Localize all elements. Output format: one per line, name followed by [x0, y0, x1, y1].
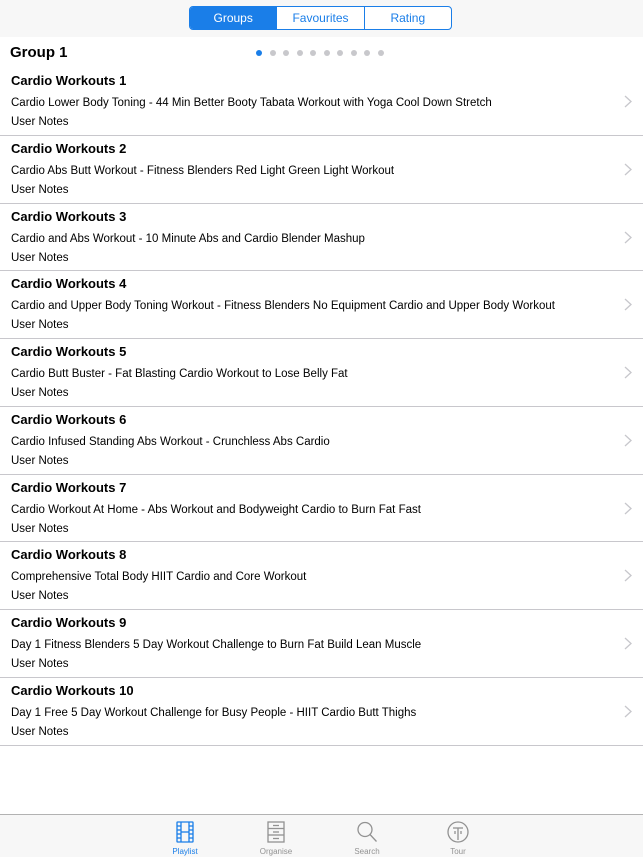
- segment-favourites[interactable]: Favourites: [276, 7, 363, 29]
- view-segmented-control: [189, 6, 452, 30]
- tab-tour[interactable]: [413, 815, 504, 857]
- chevron-right-icon: [624, 502, 632, 515]
- item-subtitle: Day 1 Fitness Blenders 5 Day Workout Challenge to Burn Fat Build Lean Muscle: [11, 639, 422, 651]
- chevron-right-icon: [624, 298, 632, 311]
- list-item[interactable]: [0, 204, 643, 272]
- item-title: Cardio Workouts 6: [11, 411, 127, 427]
- item-notes: User Notes: [11, 319, 69, 332]
- list-item[interactable]: [0, 542, 643, 610]
- item-title: Cardio Workouts 1: [11, 73, 127, 88]
- workout-list: [0, 68, 643, 746]
- item-subtitle: Comprehensive Total Body HIIT Cardio and Core Workout: [11, 571, 307, 584]
- tab-label: Organise: [259, 847, 293, 856]
- item-subtitle: Day 1 Free 5 Day Workout Challenge for Busy People - HIIT Cardio Butt Thighs: [11, 706, 417, 719]
- tab-organise[interactable]: [231, 815, 322, 857]
- item-notes: User Notes: [11, 522, 69, 535]
- item-subtitle: Cardio Infused Standing Abs Workout - Crunchless Abs Cardio: [11, 435, 330, 448]
- list-item[interactable]: [0, 136, 643, 204]
- item-title: Cardio Workouts 5: [11, 344, 127, 359]
- item-subtitle: Cardio Abs Butt Workout - Fitness Blenders Red Light Green Light Workout: [11, 164, 395, 177]
- item-notes: User Notes: [11, 251, 69, 264]
- page-dot[interactable]: [283, 50, 289, 56]
- item-title: Cardio Workouts 4: [11, 276, 127, 292]
- item-notes: User Notes: [11, 116, 69, 128]
- tab-label: Tour: [450, 847, 466, 856]
- page-dot[interactable]: [297, 50, 303, 56]
- tab-playlist[interactable]: [140, 815, 231, 857]
- tab-bar: [0, 814, 643, 857]
- tab-search[interactable]: [322, 815, 413, 857]
- chevron-right-icon: [624, 231, 632, 244]
- film-icon: [173, 820, 197, 844]
- chevron-right-icon: [624, 163, 632, 176]
- item-notes: User Notes: [11, 183, 69, 196]
- item-subtitle: Cardio Lower Body Toning - 44 Min Better Booty Tabata Workout with Yoga Cool Down Stretch: [11, 97, 492, 109]
- list-item[interactable]: [0, 610, 643, 678]
- item-notes: User Notes: [11, 454, 69, 467]
- chevron-right-icon: [624, 705, 632, 718]
- page-dot[interactable]: [378, 50, 384, 56]
- segment-rating[interactable]: Rating: [364, 7, 451, 29]
- chevron-right-icon: [624, 569, 632, 582]
- page-dot[interactable]: [270, 50, 276, 56]
- page-dot[interactable]: [337, 50, 343, 56]
- item-title: Cardio Workouts 2: [11, 140, 127, 156]
- page-indicator[interactable]: [256, 50, 384, 58]
- cabinet-icon: [264, 820, 288, 844]
- item-notes: User Notes: [11, 725, 69, 738]
- list-item[interactable]: [0, 475, 643, 543]
- page-dot[interactable]: [310, 50, 316, 56]
- item-title: Cardio Workouts 3: [11, 208, 127, 224]
- item-notes: User Notes: [11, 590, 69, 603]
- item-notes: User Notes: [11, 387, 69, 399]
- tour-icon: [446, 820, 470, 844]
- item-title: Cardio Workouts 7: [11, 479, 127, 495]
- chevron-right-icon: [624, 637, 632, 650]
- group-title: Group 1: [10, 44, 68, 61]
- list-item[interactable]: [0, 68, 643, 136]
- page-dot[interactable]: [324, 50, 330, 56]
- item-title: Cardio Workouts 8: [11, 547, 127, 563]
- chevron-right-icon: [624, 95, 632, 108]
- tab-label: Playlist: [172, 847, 198, 856]
- item-subtitle: Cardio and Abs Workout - 10 Minute Abs and Cardio Blender Mashup: [11, 232, 365, 245]
- tab-label: Search: [354, 847, 380, 856]
- item-subtitle: Cardio Workout At Home - Abs Workout and Bodyweight Cardio to Burn Fat Fast: [11, 503, 421, 516]
- list-item[interactable]: [0, 407, 643, 475]
- page-dot[interactable]: [351, 50, 357, 56]
- page-dot[interactable]: [256, 50, 262, 56]
- chevron-right-icon: [624, 366, 632, 379]
- item-notes: User Notes: [11, 658, 69, 670]
- item-subtitle: Cardio Butt Buster - Fat Blasting Cardio Workout to Lose Belly Fat: [11, 368, 348, 380]
- list-item[interactable]: [0, 678, 643, 746]
- list-item[interactable]: [0, 339, 643, 407]
- search-icon: [355, 820, 379, 844]
- item-subtitle: Cardio and Upper Body Toning Workout - Fitness Blenders No Equipment Cardio and Upper Body Workout: [11, 300, 555, 313]
- item-title: Cardio Workouts 9: [11, 615, 127, 630]
- page-dot[interactable]: [364, 50, 370, 56]
- list-item[interactable]: [0, 271, 643, 339]
- chevron-right-icon: [624, 434, 632, 447]
- item-title: Cardio Workouts 10: [11, 682, 134, 698]
- top-bar: [0, 0, 643, 37]
- segment-groups[interactable]: Groups: [190, 7, 276, 29]
